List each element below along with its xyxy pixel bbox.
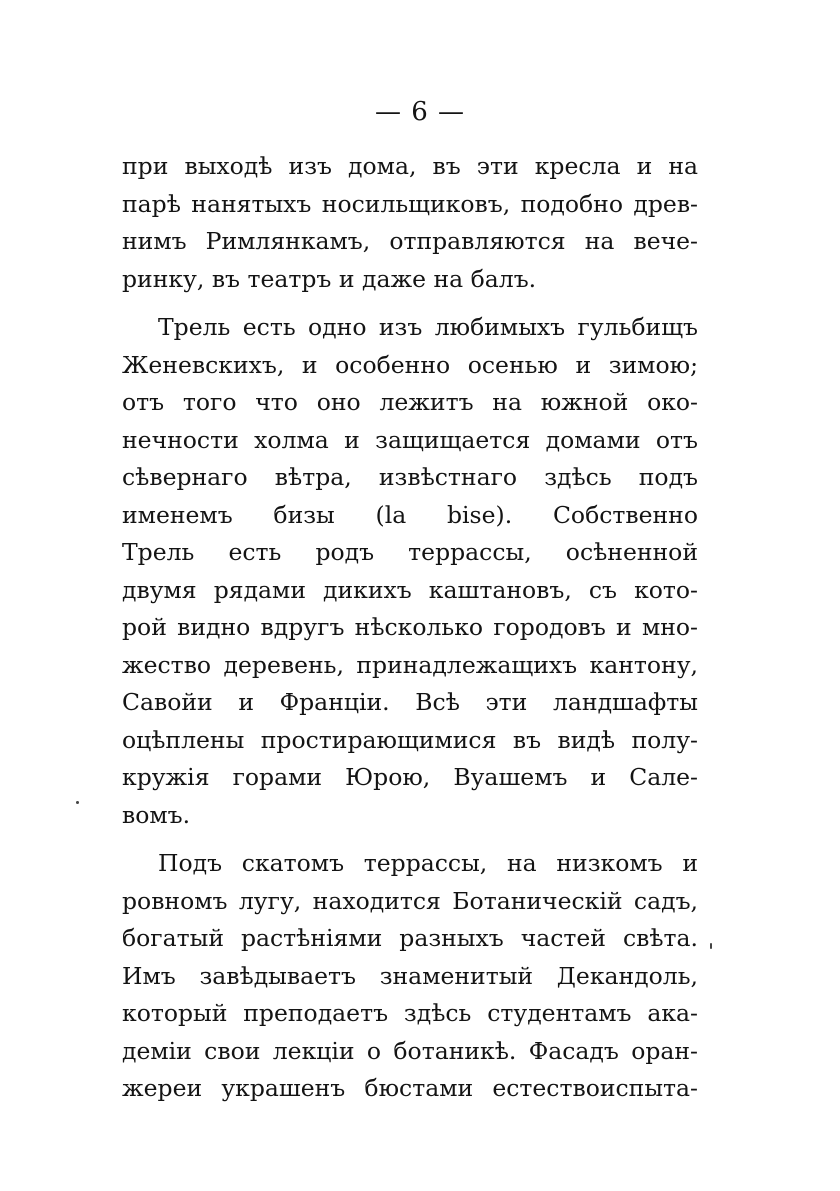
- text-line: рой видно вдругъ нѣсколько городовъ и мно-: [122, 613, 698, 641]
- paragraph-3: [122, 845, 698, 1108]
- text-line: сѣвернаго вѣтра, извѣстнаго здѣсь подъ: [122, 463, 698, 491]
- text-line: Женевскихъ, и особенно осенью и зимою;: [122, 350, 698, 379]
- text-line: Подъ скатомъ террассы, на низкомъ и: [158, 849, 698, 877]
- text-line: деміи свои лекціи о ботаникѣ. Фасадъ оран-: [122, 1036, 698, 1065]
- text-line: ровномъ лугу, находится Ботаническій садъ,: [122, 886, 698, 915]
- text-line: Трель есть родъ террассы, осѣненной: [122, 538, 698, 566]
- text-line: двумя рядами дикихъ каштановъ, съ кото-: [122, 575, 698, 604]
- print-speck: [710, 943, 712, 949]
- text-line: Савойи и Франціи. Всѣ эти ландшафты: [122, 688, 698, 716]
- page-number: — 6 —: [374, 97, 466, 127]
- paragraph-1: [122, 148, 698, 298]
- text-line: жереи украшенъ бюстами естествоиспыта-: [122, 1074, 698, 1102]
- text-line: кружія горами Юрою, Вуашемъ и Сале-: [122, 763, 698, 791]
- text-line: богатый растѣніями разныхъ частей свѣта.: [122, 924, 698, 952]
- text-line: Трель есть одно изъ любимыхъ гульбищъ: [158, 313, 698, 341]
- paragraph-2: [122, 309, 698, 834]
- text-line: вомъ.: [122, 800, 191, 829]
- text-line: при выходѣ изъ дома, въ эти кресла и на: [122, 152, 698, 180]
- text-line: именемъ бизы (la bise). Собственно: [122, 500, 698, 529]
- text-line: нимъ Римлянкамъ, отправляются на вече-: [122, 227, 698, 255]
- print-speck: [76, 801, 79, 804]
- text-line: ринку, въ театръ и даже на балъ.: [122, 264, 537, 293]
- text-line: Имъ завѣдываетъ знаменитый Декандоль,: [122, 961, 698, 990]
- text-line: парѣ нанятыхъ носильщиковъ, подобно древ-: [122, 189, 698, 218]
- text-line: отъ того что оно лежитъ на южной око-: [122, 388, 698, 416]
- text-line: жество деревень, принадлежащихъ кантону,: [122, 650, 698, 679]
- text-line: который преподаетъ здѣсь студентамъ ака-: [122, 999, 698, 1027]
- text-line: нечности холма и защищается домами отъ: [122, 425, 698, 454]
- text-line: оцѣплены простирающимися въ видѣ полу-: [122, 725, 698, 754]
- body-text: [122, 148, 698, 1119]
